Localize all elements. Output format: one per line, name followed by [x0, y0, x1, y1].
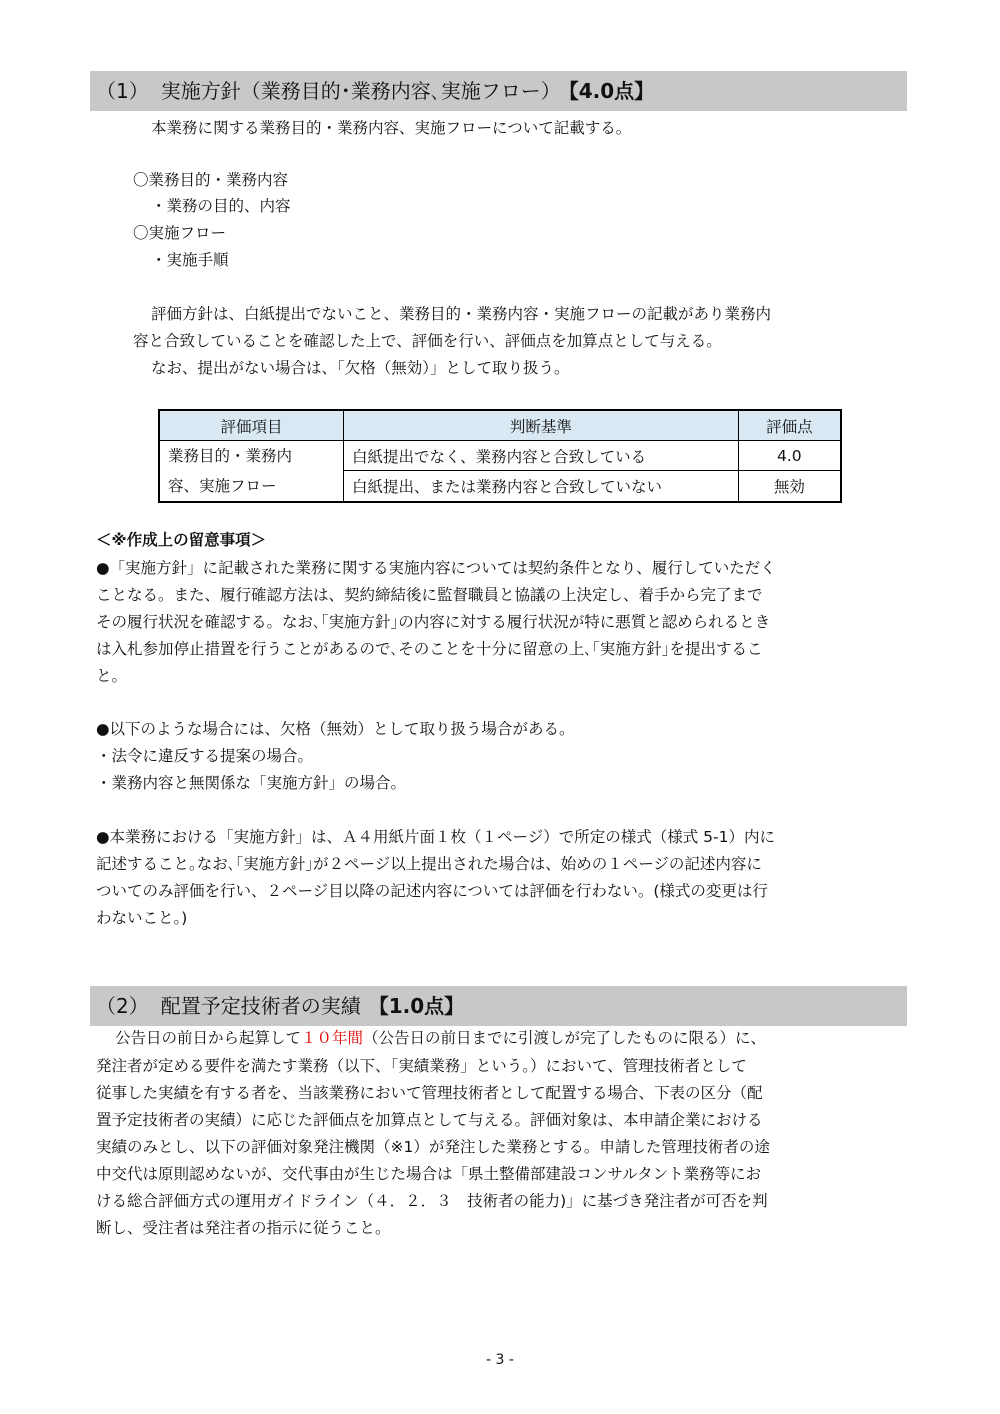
eval-text-line: 評価方針は、白紙提出でないこと、業務目的・業務内容・実施フローの記載があり業務内 [151, 305, 772, 323]
section1-points: 【4.0点】 [568, 79, 655, 103]
list-item: ・実施手順 [151, 251, 229, 269]
section1-number: （1） [96, 79, 149, 103]
table-cell-item [159, 441, 343, 503]
table-cell-criteria: 白紙提出、または業務内容と合致していない [343, 471, 738, 502]
section2-text: 公告日の前日から起算して [115, 1029, 302, 1047]
section2-line: 断し、受注者は発注者の指示に従うこと。 [96, 1219, 391, 1237]
page-number: - 3 - [486, 1352, 514, 1368]
list-item: ・業務の目的、内容 [151, 197, 291, 215]
notes-line: ●「実施方針」に記載された業務に関する実施内容については契約条件となり、履行していただく [96, 559, 776, 577]
notes-line: ●本業務における「実施方針」は、Ａ４用紙片面１枚（１ページ）で所定の様式（様式 5-1）内に [96, 828, 775, 846]
notes-line: わないこと。) [96, 909, 188, 927]
section2-line: 中交代は原則認めないが、交代事由が生じた場合は「県土整備部建設コンサルタント業務等にお [96, 1165, 762, 1183]
notes-title: ＜※作成上の留意事項＞ [96, 531, 267, 549]
notes-line: 記述すること｡なお､｢実施方針｣が２ページ以上提出された場合は、始めの１ページの記述内容に [96, 855, 762, 873]
section2-text: （公告日の前日までに引渡しが完了したものに限る）に、 [363, 1029, 767, 1047]
table-item-line: 容、実施フロー [168, 477, 277, 495]
evaluation-table [158, 409, 842, 503]
section2-line: 実績のみとし、以下の評価対象発注機関（※1）が発注した業務とする。申請した管理技術者の途 [96, 1138, 770, 1156]
table-cell-score: 無効 [738, 471, 841, 502]
section2-line: 従事した実績を有する者を、当該業務において管理技術者として配置する場合、下表の区分（配 [96, 1084, 763, 1102]
table-header-row [159, 410, 841, 441]
section1-heading [90, 71, 907, 111]
notes-line: と。 [96, 667, 128, 685]
section2-number: （2） [96, 994, 149, 1018]
list-item: 〇業務目的・業務内容 [133, 171, 289, 189]
table-header-criteria: 判断基準 [343, 410, 738, 441]
section2-points: 【1.0点】 [368, 994, 465, 1018]
table-header-score: 評価点 [738, 410, 841, 441]
table-cell-score: 4.0 [738, 441, 841, 471]
section2-line: 発注者が定める要件を満たす業務（以下、「実績業務」という。）において、管理技術者として [96, 1057, 747, 1075]
notes-line: その履行状況を確認する。なお､｢実施方針｣の内容に対する履行状況が特に悪質と認められるとき [96, 613, 771, 631]
section2-heading [90, 986, 907, 1026]
table-header-item: 評価項目 [159, 410, 343, 441]
table-row [159, 441, 841, 471]
eval-text-line: 容と合致していることを確認した上で、評価を行い、評価点を加算点として与える。 [133, 332, 722, 350]
notes-line: ことなる。また、履行確認方法は、契約締結後に監督職員と協議の上決定し、着手から完了まで [96, 586, 763, 604]
notes-line: は入札参加停止措置を行うことがあるので､そのことを十分に留意の上､｢実施方針｣を提出するこ [96, 640, 763, 658]
section2-line: 置予定技術者の実績）に応じた評価点を加算点として与える。評価対象は、本申請企業における [96, 1111, 763, 1129]
notes-line: ついてのみ評価を行い、２ページ目以降の記述内容については評価を行わない。(様式の変更は行 [96, 882, 768, 900]
section2-first-line [115, 1028, 766, 1048]
eval-text-line: なお、提出がない場合は、「欠格（無効）」として取り扱う。 [151, 359, 570, 377]
notes-line: ●以下のような場合には、欠格（無効）として取り扱う場合がある。 [96, 720, 575, 738]
notes-line: ・法令に違反する提案の場合。 [96, 747, 314, 765]
table-item-line: 業務目的・業務内 [168, 447, 293, 465]
list-item: 〇実施フロー [133, 224, 227, 242]
section1-intro: 本業務に関する業務目的・業務内容、実施フローについて記載する。 [151, 119, 632, 137]
table-cell-criteria: 白紙提出でなく、業務内容と合致している [343, 441, 738, 471]
section1-title: 実施方針（業務目的･業務内容､実施フロー） [160, 79, 561, 103]
section2-title: 配置予定技術者の実績 [160, 994, 361, 1018]
notes-line: ・業務内容と無関係な「実施方針」の場合。 [96, 774, 407, 792]
section2-highlight: １０年間 [301, 1029, 364, 1047]
section2-line: ける総合評価方式の運用ガイドライン（４．２．３ 技術者の能力)」に基づき発注者が可否を判 [96, 1192, 768, 1210]
